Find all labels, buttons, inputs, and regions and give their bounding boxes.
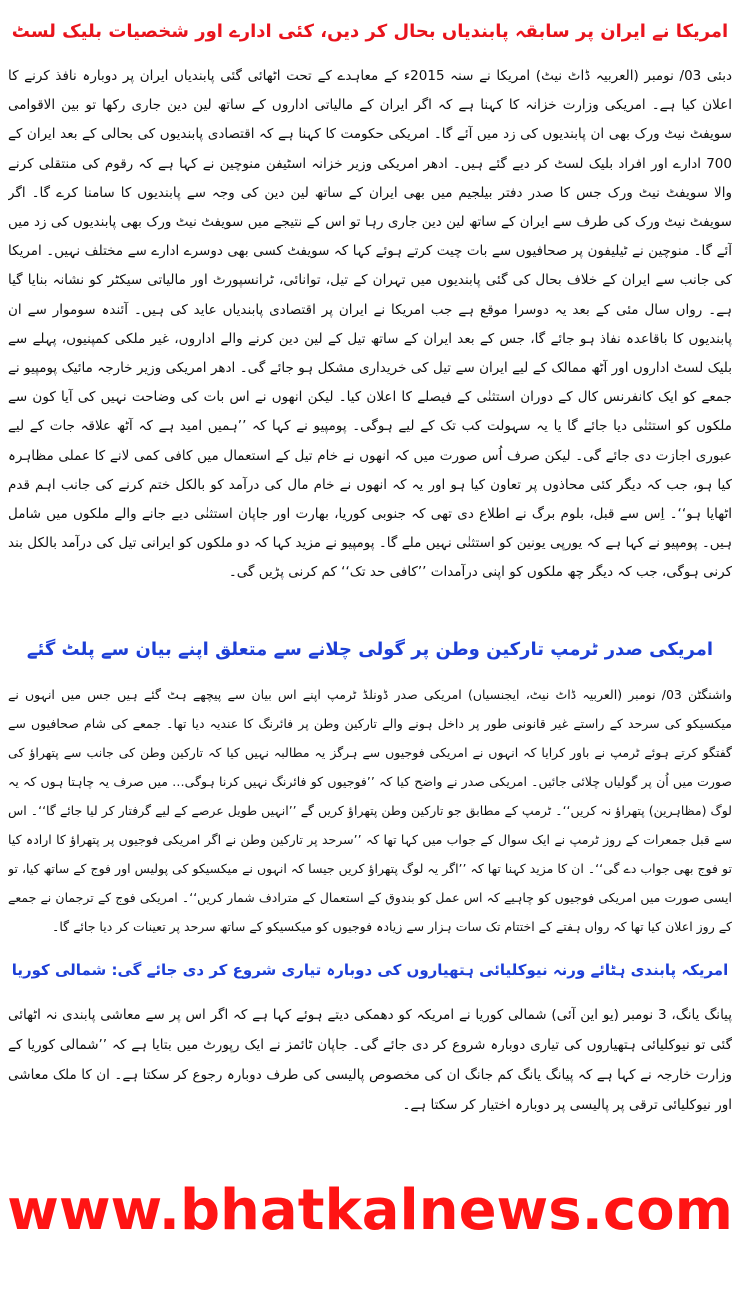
article-2-body: واشنگٹن 03/ نومبر (العربیہ ڈاٹ نیٹ، ایجنسیاں) امریکی صدر ڈونلڈ ٹرمپ اپنے اس بیان سے پیچھے ہٹ گئے ہیں جس میں انہوں نے میکسیکو کی سرحد کے راستے غیر قانونی طور پر داخل ہونے والے تارکین وطن پر فائرنگ کا عندیہ دیا تھا۔ جمعے کی شام صحافیوں سے گفتگو کرتے ہوئے ٹرمپ نے باور کرایا کہ انہوں نے امریکی فوجیوں سے ہرگز یہ مطالبہ نہیں کیا کہ تارکین وطن کی جانب سے پتھراؤ کی صورت میں اُن پر گولیاں چلائی جائیں۔ امریکی صدر نے واضح کیا کہ ’’فوجیوں کو فائرنگ نہیں کرنا ہوگی… میں صرف یہ چاہتا ہوں کہ یہ لوگ (مظاہرین) پتھراؤ نہ کریں‘‘۔ ٹرمپ کے مطابق جو تارکین وطن پتھراؤ کریں گے ’’انہیں طویل عرصے کے لیے گرفتار کر لیا جائے گا‘‘۔ اس سے قبل جمعرات کے روز ٹرمپ نے ایک سوال کے جواب میں کہا تھا کہ ’’سرحد پر تارکین وطن نے اگر امریکی فوجیوں پر پتھراؤ کا ارادہ کیا تو فوج بھی جواب دے گی‘‘۔ ان کا مزید کہنا تھا کہ ’’اگر یہ لوگ پتھراؤ کریں جیسا کہ انہوں نے میکسیکو کی پولیس اور فوج کے ساتھ کیا، تو ایسی صورت میں امریکی فوجیوں کو چاہیے کہ اس عمل کو بندوق کے استعمال کے مترادف شمار کریں‘‘۔ امریکی فوج کے ترجمان نے جمعے کے روز اعلان کیا تھا کہ رواں ہفتے کے اختتام تک سات ہزار سے زیادہ فوجیوں کو میکسیکو کے ساتھ سرحد پر تعینات کر دیا جائے گا۔ <box>8 687 732 934</box>
article-1-body: دبئی 03/ نومبر (العربیہ ڈاٹ نیٹ) امریکا نے سنہ 2015ء کے معاہدے کے تحت اٹھائی گئی پابندیاں ایران پر دوبارہ نافذ کرنے کا اعلان کیا ہے۔ امریکی وزارت خزانہ کا کہنا ہے کہ اگر ایران کے مالیاتی اداروں کے ساتھ لین دین جاری رکھا تو بین الاقوامی سویفٹ نیٹ ورک بھی ان پابندیوں کی زد میں آئے گا۔ امریکی حکومت کا کہنا ہے کہ اقتصادی پابندیوں کی بحالی کے بعد ایران کے 700 ادارے اور افراد بلیک لسٹ کر دیے گئے ہیں۔ ادھر امریکی وزیر خزانہ اسٹیفن منوچین نے کہا ہے کہ رقوم کی منتقلی کرنے والا سویفٹ نیٹ ورک جس کا صدر دفتر بیلجیم میں بھی ایران کے ساتھ لین دین کی وجہ سے پابندیوں کا سامنا کرے گا۔ اگر سویفٹ نیٹ ورک کی طرف سے ایران کے ساتھ لین دین جاری رہا تو اس کے نتیجے میں سویفٹ نیٹ ورک بھی پابندیوں کی زد میں آئے گا۔ منوچین نے ٹیلیفون پر صحافیوں سے بات چیت کرتے ہوئے کہا کہ سویفٹ کسی بھی دوسرے ادارے سے مختلف نہیں۔ امریکا کی جانب سے ایران کے خلاف بحال کی گئی پابندیوں میں تہران کے تیل، توانائی، ٹرانسپورٹ اور مالیاتی سیکٹر کو نشانہ بنایا گیا ہے۔ رواں سال مئی کے بعد یہ دوسرا موقع ہے جب امریکا نے ایران پر اقتصادی پابندیاں عاید کی ہیں۔ آئندہ سوموار سے ان پابندیوں کا باقاعدہ نفاذ ہو جائے گا، جس کے بعد ایران کے ساتھ تیل کے لین دین کرنے والے اداروں، غیر ملکی کمپنیوں، پہلے سے بلیک لسٹ اداروں اور آٹھ ممالک کے لیے ایران سے تیل کی خریداری مشکل ہو جائے گی۔ ادھر امریکی وزیر خارجہ مائیک پومپیو نے جمعے کو ایک کانفرنس کال کے دوران استثنٰی کے فیصلے کا اعلان کیا۔ لیکن انھوں نے اس بات کی وضاحت نہیں کی آیا کون سے ملکوں کو استثنٰی دیا جائے گا یا یہ سہولت کب تک کے لیے ہوگی۔ پومپیو نے کہا کہ ’’ہمیں امید ہے کہ آٹھ علاقہ جات کے لیے عبوری اجازت دی جائے گی۔ لیکن صرف اُس صورت میں کہ انھوں نے خام تیل کے استعمال میں کافی کمی لانے کا عملی مظاہرہ کیا ہو، جب کہ دیگر کئی محاذوں پر تعاون کیا ہو اور یہ کہ انھوں نے خام مال کی درآمد کو بالکل ختم کرنے کی جانب اہم قدم اٹھایا ہو‘‘۔ اِس سے قبل، بلوم برگ نے اطلاع دی تھی کہ جنوبی کوریا، بھارت اور جاپان استثنٰی دیے جانے والے ملکوں میں شامل ہیں۔ پومپیو نے کہا ہے کہ یورپی یونین کو استثنٰی نہیں ملے گا۔ پومپیو نے مزید کہا کہ دو ملکوں کو ایرانی تیل کی درآمد بالکل بند کرنی ہوگی، جب کہ دیگر چھ ملکوں کو اپنی درآمدات ’’کافی حد تک‘‘ کم کرنی پڑیں گی۔ <box>8 68 732 581</box>
article-1-headline: امریکا نے ایران پر سابقہ پابندیاں بحال کر دیں، کئی ادارے اور شخصیات بلیک لسٹ <box>11 21 729 42</box>
site-footer-url: www.bhatkalnews.com <box>7 1178 733 1243</box>
article-3-body: پیانگ یانگ، 3 نومبر (یو این آئی) شمالی کوریا نے امریکہ کو دھمکی دیتے ہوئے کہا ہے کہ اگر اس پر سے معاشی پابندی نہ اٹھائی گئی تو نیوکلیائی ہتھیاروں کی تیاری دوبارہ شروع کر دی جائے گی۔ جاپان ٹائمز نے ایک رپورٹ میں بتایا ہے کہ ’’شمالی کوریا کے وزارت خارجہ نے کہا ہے کہ پیانگ یانگ کم جانگ ان کی مخصوص پالیسی کی طرف دوبارہ رجوع کر سکتا ہے۔ ان کا ملک معاشی اور نیوکلیائی ترقی پر پالیسی پر دوبارہ اختیار کر سکتا ہے۔ <box>8 1007 732 1113</box>
article-2-headline: امریکی صدر ٹرمپ تارکین وطن پر گولی چلانے سے متعلق اپنے بیان سے پلٹ گئے <box>26 639 714 660</box>
article-3-headline: امریکہ پابندی ہٹائے ورنہ نیوکلیائی ہتھیاروں کی دوبارہ تیاری شروع کر دی جائے گی: شمالی کوریا <box>11 961 729 979</box>
